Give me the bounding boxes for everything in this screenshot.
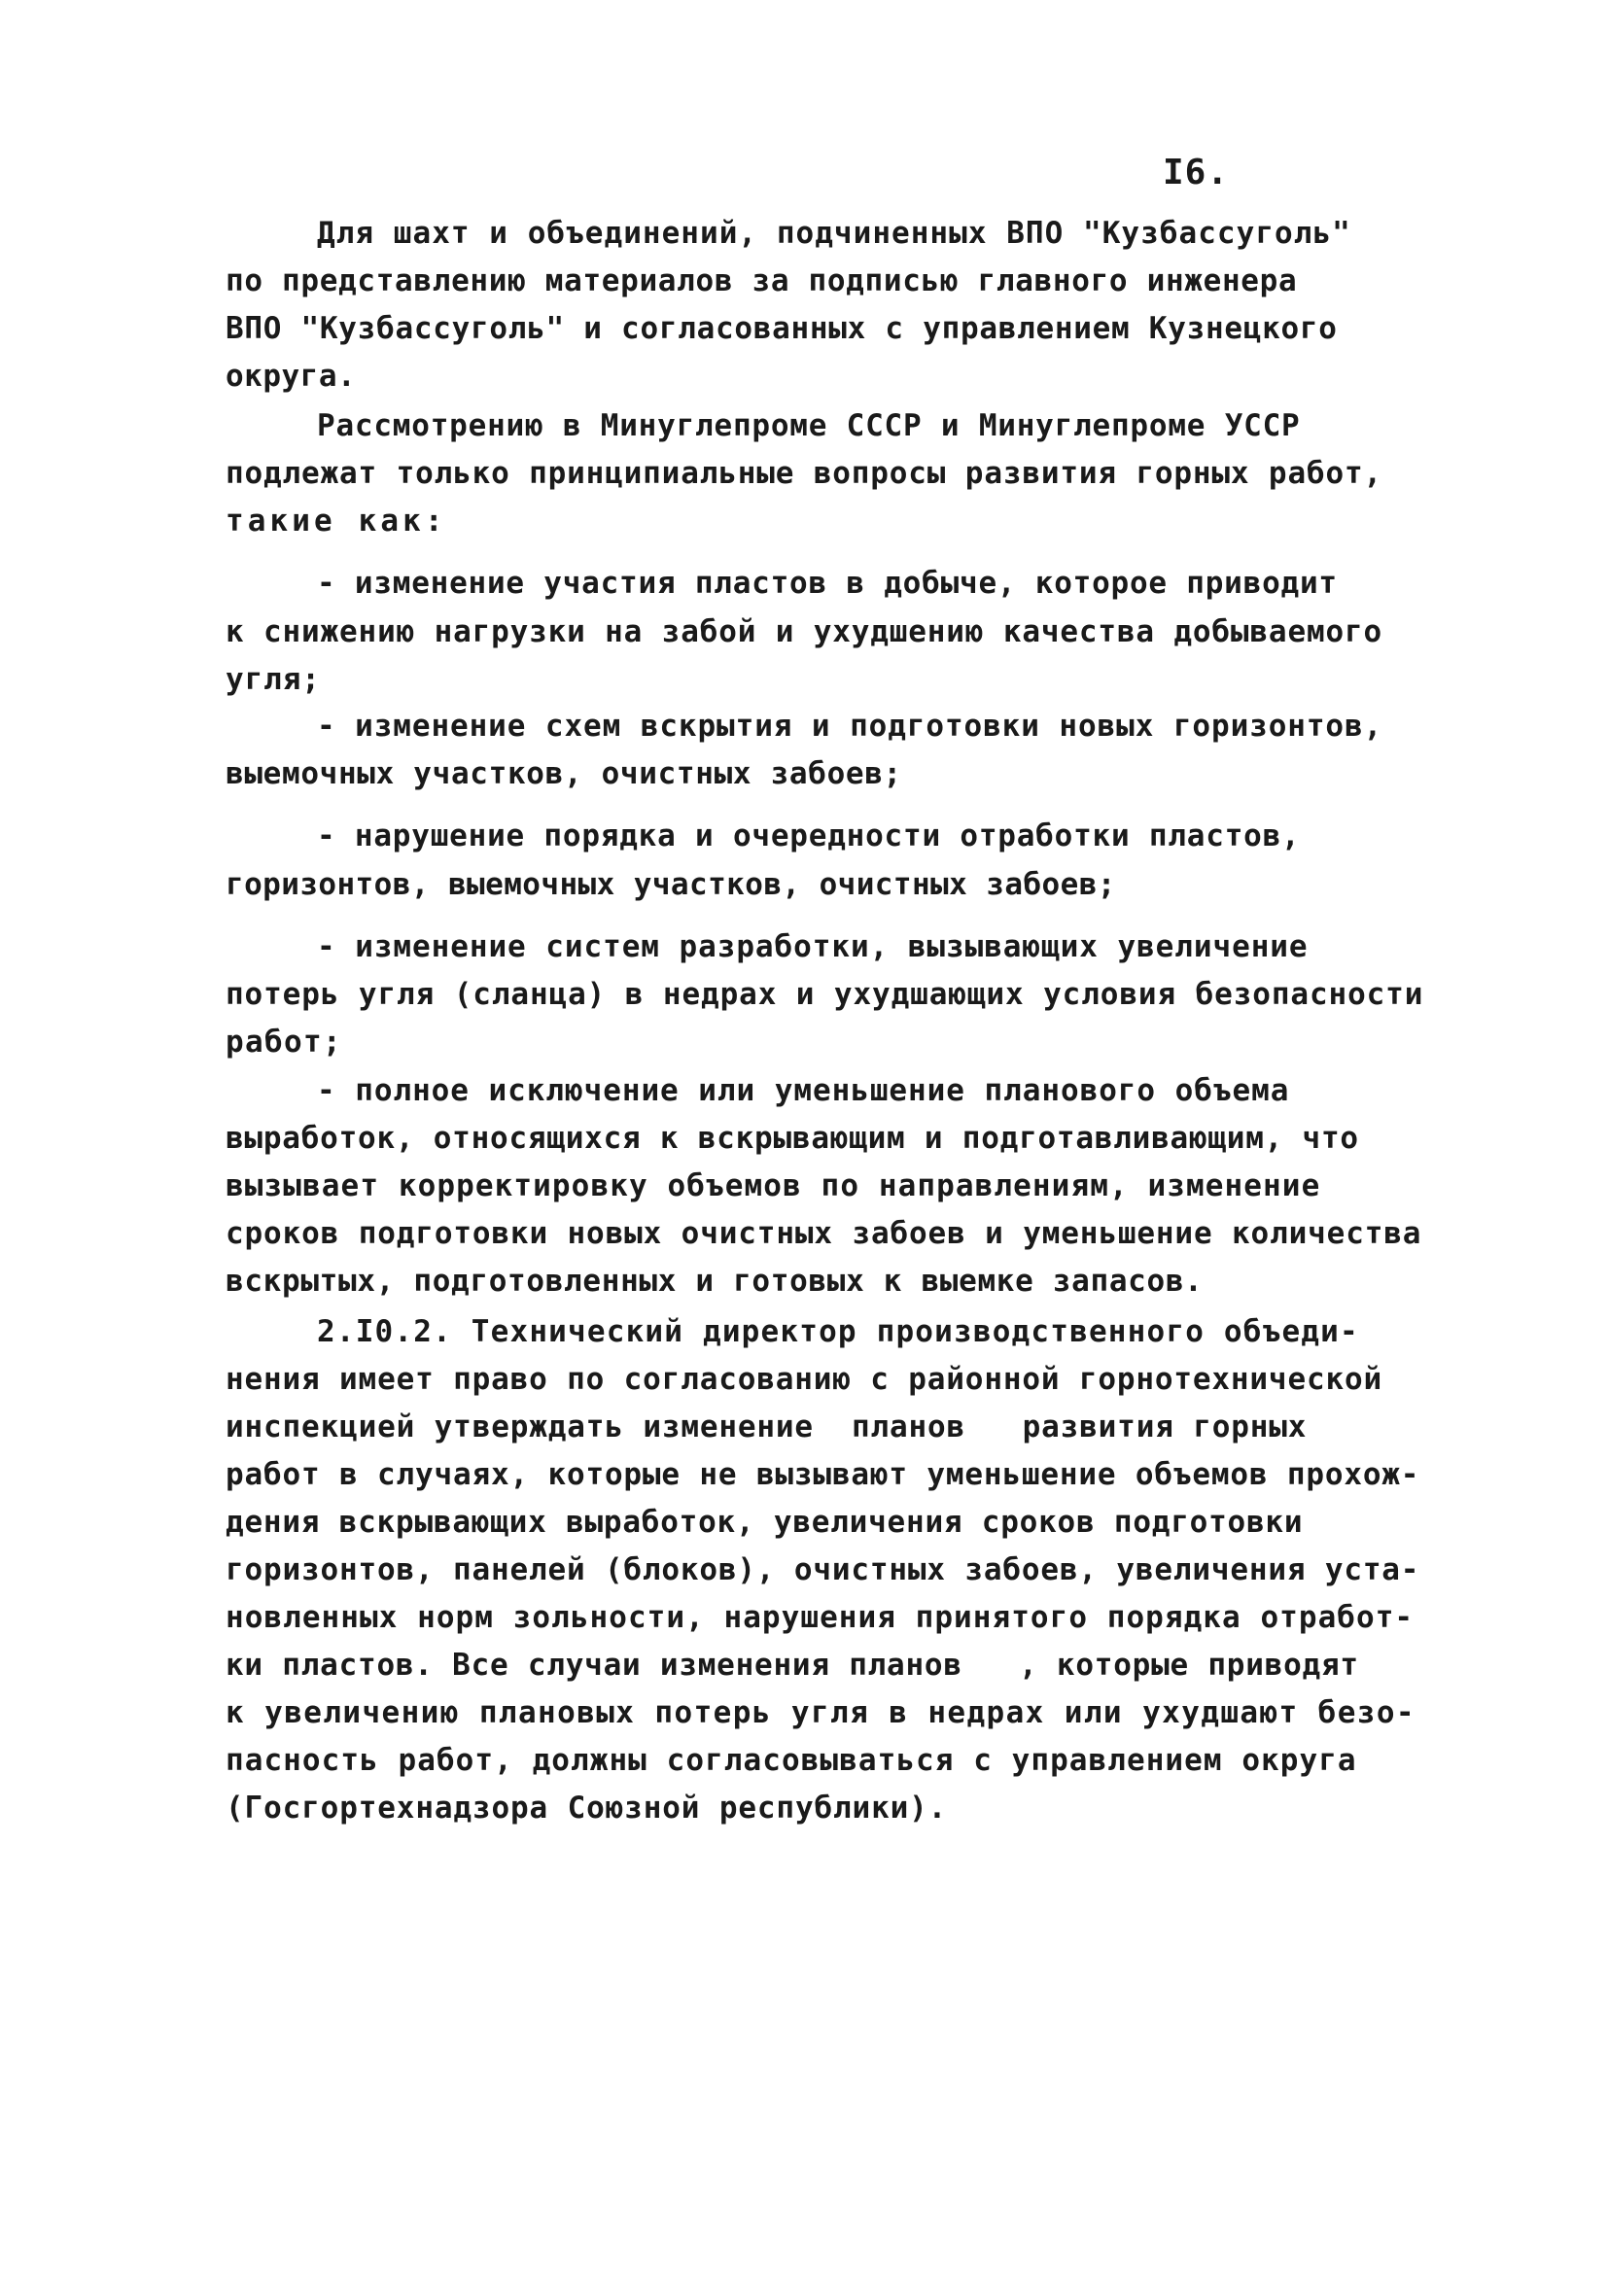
- text-line: Для шахт и объединений, подчиненных ВПО "Кузбассуголь": [317, 216, 1351, 251]
- text-line: сроков подготовки новых очистных забоев и уменьшение количества: [226, 1216, 1422, 1251]
- text-line: такие как:: [226, 504, 447, 539]
- text-line: - изменение систем разработки, вызывающих увеличение: [317, 929, 1309, 964]
- text-line: горизонтов, выемочных участков, очистных забоев;: [226, 867, 1116, 902]
- text-line: угля;: [226, 662, 321, 697]
- text-line: работ;: [226, 1025, 342, 1060]
- text-line: округа.: [226, 359, 357, 394]
- text-line: пасность работ, должны согласовываться с управлением округа: [226, 1743, 1357, 1778]
- text-line: - полное исключение или уменьшение планового объема: [317, 1073, 1290, 1108]
- text-line: вызывает корректировку объемов по направлениям, изменение: [226, 1168, 1321, 1203]
- text-line: выработок, относящихся к вскрывающим и подготавливающим, что: [226, 1121, 1359, 1156]
- text-line: горизонтов, панелей (блоков), очистных забоев, увеличения уста-: [226, 1552, 1420, 1587]
- text-line: потерь угля (сланца) в недрах и ухудшающих условия безопасности: [226, 977, 1424, 1012]
- text-line: выемочных участков, очистных забоев;: [226, 756, 902, 791]
- text-line: новленных норм зольности, нарушения принятого порядка отработ-: [226, 1600, 1415, 1635]
- text-line: (Госгортехнадзора Союзной республики).: [226, 1791, 948, 1826]
- text-line: ВПО "Кузбассуголь" и согласованных с управлением Кузнецкого: [226, 311, 1338, 346]
- text-line: 2.I0.2. Технический директор производственного объеди-: [317, 1314, 1359, 1349]
- page-number: I6.: [1163, 153, 1230, 192]
- text-line: нения имеет право по согласованию с районной горнотехнической: [226, 1362, 1382, 1397]
- text-line: работ в случаях, которые не вызывают уменьшение объемов прохож-: [226, 1457, 1420, 1492]
- text-line: дения вскрывающих выработок, увеличения сроков подготовки: [226, 1505, 1304, 1540]
- text-line: Рассмотрению в Минуглепроме СССР и Минуглепроме УССР: [317, 408, 1301, 443]
- text-line: - изменение участия пластов в добыче, которое приводит: [317, 566, 1338, 601]
- text-line: по представлению материалов за подписью главного инженера: [226, 263, 1298, 298]
- text-line: ки пластов. Все случаи изменения планов , которые приводят: [226, 1648, 1359, 1683]
- text-line: вскрытых, подготовленных и готовых к выемке запасов.: [226, 1264, 1204, 1299]
- text-line: к снижению нагрузки на забой и ухудшению качества добываемого: [226, 614, 1382, 649]
- text-line: - изменение схем вскрытия и подготовки новых горизонтов,: [317, 709, 1383, 744]
- text-line: к увеличению плановых потерь угля в недрах или ухудшают безо-: [226, 1695, 1416, 1730]
- text-line: инспекцией утверждать изменение планов развития горных: [226, 1409, 1308, 1444]
- text-line: - нарушение порядка и очередности отработки пластов,: [317, 818, 1301, 853]
- text-line: подлежат только принципиальные вопросы развития горных работ,: [226, 456, 1382, 491]
